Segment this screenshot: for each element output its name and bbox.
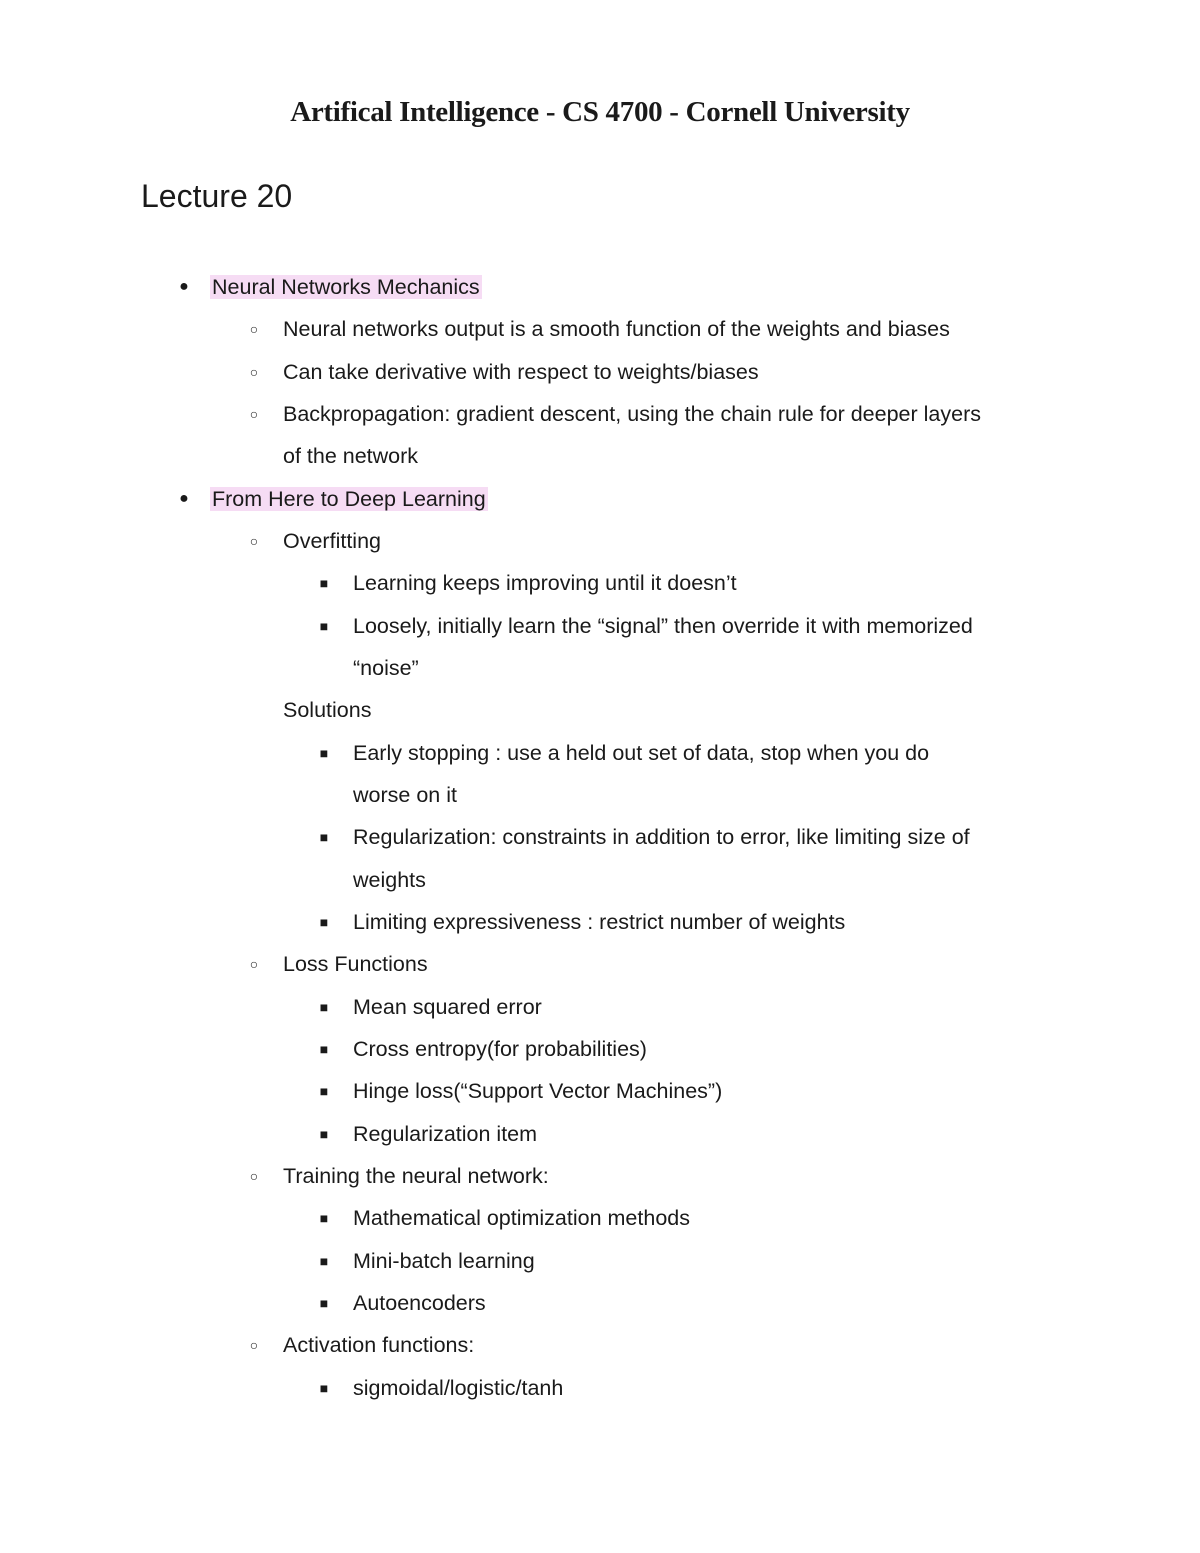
square-bullet-icon: ■ [319,1295,329,1311]
circle-bullet-icon: ○ [249,1337,259,1353]
square-bullet-icon: ■ [319,1041,329,1057]
document-title: Artifical Intelligence - CS 4700 - Cornell University [290,96,910,128]
circle-bullet-icon: ○ [249,956,259,972]
list-item: Neural networks output is a smooth function of the weights and biases [283,317,950,341]
list-item-continuation: worse on it [353,783,457,807]
circle-bullet-icon: ○ [249,533,259,549]
circle-bullet-icon: ○ [249,406,259,422]
list-item: Learning keeps improving until it doesn’t [353,571,737,595]
list-item: Autoencoders [353,1291,486,1315]
lecture-heading: Lecture 20 [141,178,293,214]
square-bullet-icon: ■ [319,829,329,845]
list-item: Early stopping : use a held out set of data, stop when you do [353,741,930,765]
list-item: Training the neural network: [283,1164,549,1188]
square-bullet-icon: ■ [319,745,329,761]
circle-bullet-icon: ○ [249,321,259,337]
list-item: Regularization: constraints in addition to error, like limiting size of [353,825,970,849]
square-bullet-icon: ■ [319,914,329,930]
list-item: Hinge loss(“Support Vector Machines”) [353,1079,723,1103]
list-item-continuation: “noise” [353,656,419,680]
list-item: Loss Functions [283,952,428,976]
square-bullet-icon: ■ [319,575,329,591]
square-bullet-icon: ■ [319,1083,329,1099]
section-heading [212,272,482,302]
circle-bullet-icon: ○ [249,364,259,380]
list-item: Backpropagation: gradient descent, using the chain rule for deeper layers [283,402,981,426]
list-item: Limiting expressiveness : restrict number of weights [353,910,846,934]
list-item-continuation: weights [353,868,426,892]
square-bullet-icon: ■ [319,618,329,634]
square-bullet-icon: ■ [319,1380,329,1396]
highlighted-text: From Here to Deep Learning [212,487,486,511]
list-item: Can take derivative with respect to weights/biases [283,360,759,384]
list-item: Cross entropy(for probabilities) [353,1037,647,1061]
list-item: Mathematical optimization methods [353,1206,690,1230]
list-item: Mini-batch learning [353,1249,535,1273]
list-item: Mean squared error [353,995,542,1019]
subsection-label: Solutions [283,698,372,722]
square-bullet-icon: ■ [319,1126,329,1142]
section-heading [212,484,488,514]
list-item-continuation: of the network [283,444,419,468]
list-item: Loosely, initially learn the “signal” then override it with memorized [353,614,973,638]
list-item: Regularization item [353,1122,538,1146]
square-bullet-icon: ■ [319,1253,329,1269]
list-item: Overfitting [283,529,381,553]
disc-bullet-icon: ● [179,490,189,507]
highlighted-text: Neural Networks Mechanics [212,275,480,299]
square-bullet-icon: ■ [319,1210,329,1226]
square-bullet-icon: ■ [319,999,329,1015]
list-item: Activation functions: [283,1333,475,1357]
list-item: sigmoidal/logistic/tanh [353,1376,564,1400]
disc-bullet-icon: ● [179,278,189,295]
circle-bullet-icon: ○ [249,1168,259,1184]
